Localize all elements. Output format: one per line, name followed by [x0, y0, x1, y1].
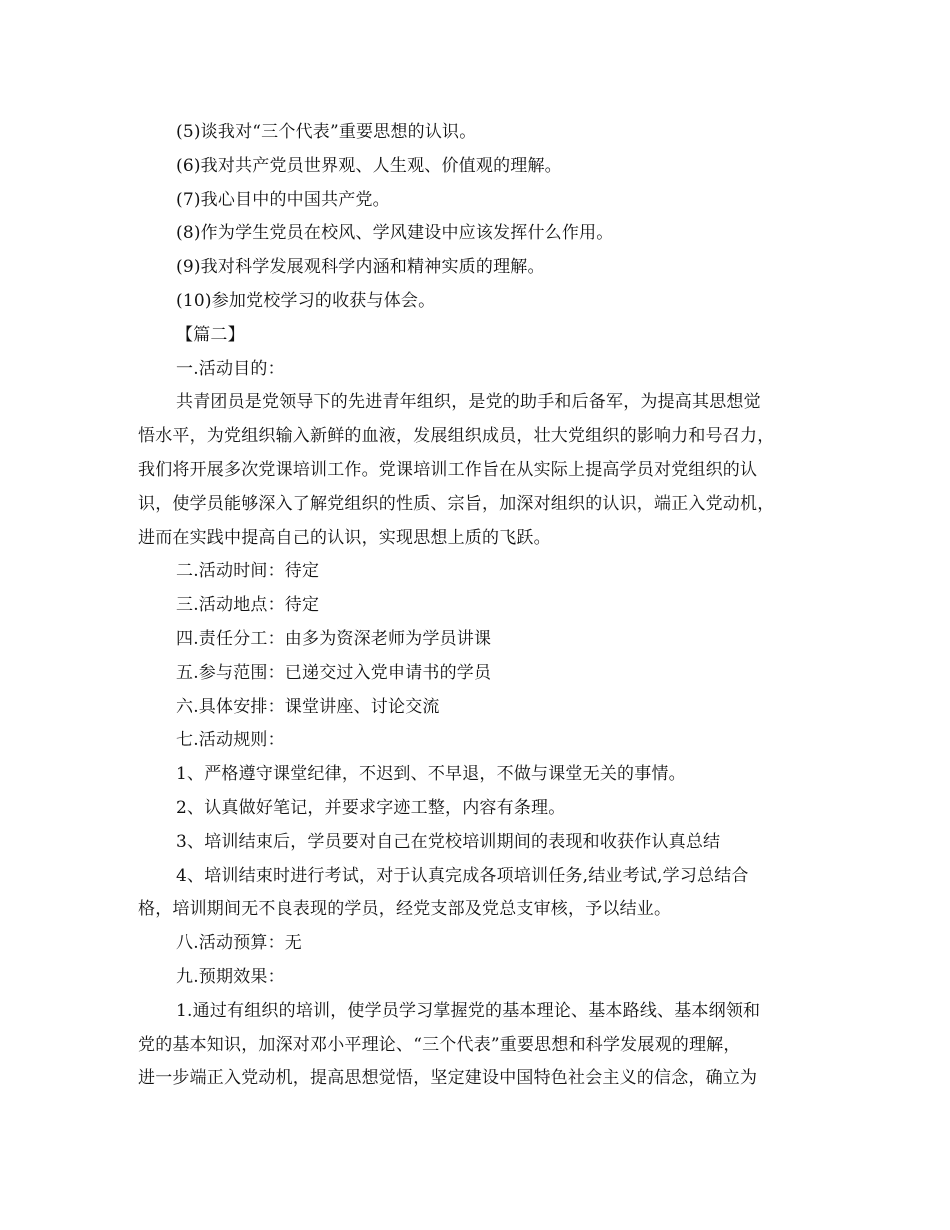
- list-item: 1、严格遵守课堂纪律，不迟到、不早退，不做与课堂无关的事情。: [176, 764, 686, 785]
- paragraph-line: 识，使学员能够深入了解党组织的性质、宗旨，加深对组织的认识，端正入党动机，: [138, 493, 775, 514]
- text-line: (9)我对科学发展观科学内涵和精神实质的理解。: [176, 257, 545, 278]
- section-heading: 一.活动目的：: [176, 358, 285, 379]
- section-heading: 七.活动规则：: [176, 730, 285, 751]
- text-line: (7)我心目中的中国共产党。: [176, 189, 390, 210]
- paragraph-line: 悟水平，为党组织输入新鲜的血液，发展组织成员，壮大党组织的影响力和号召力，: [138, 426, 775, 447]
- section-heading: 五.参与范围：已递交过入党申请书的学员: [176, 662, 492, 683]
- list-item-continuation: 格，培训期间无不良表现的学员，经党支部及党总支审核，予以结业。: [138, 899, 672, 920]
- paragraph-line: 共青团员是党领导下的先进青年组织，是党的助手和后备军，为提高其思想觉: [176, 392, 761, 413]
- paragraph-line: 1.通过有组织的培训，使学员学习掌握党的基本理论、基本路线、基本纲领和: [176, 1000, 761, 1021]
- section-heading: 【篇二】: [176, 324, 245, 345]
- text-line: (5)谈我对“三个代表”重要思想的认识。: [176, 122, 477, 142]
- paragraph-line: 进一步端正入党动机，提高思想觉悟，坚定建设中国特色社会主义的信念，确立为: [138, 1068, 758, 1089]
- text-line: (6)我对共产党员世界观、人生观、价值观的理解。: [176, 155, 562, 176]
- section-heading: 三.活动地点：待定: [176, 595, 320, 616]
- paragraph-line: 我们将开展多次党课培训工作。党课培训工作旨在从实际上提高学员对党组织的认: [138, 459, 758, 480]
- section-heading: 四.责任分工：由多为资深老师为学员讲课: [176, 628, 492, 649]
- list-item: 3、培训结束后，学员要对自己在党校培训期间的表现和收获作认真总结: [176, 831, 721, 852]
- text-line: (10)参加党校学习的收获与体会。: [176, 290, 436, 311]
- paragraph-line: 党的基本知识，加深对邓小平理论、“三个代表”重要思想和科学发展观的理解，: [138, 1034, 741, 1055]
- section-heading: 九.预期效果：: [176, 966, 285, 987]
- section-heading: 六.具体安排：课堂讲座、讨论交流: [176, 696, 440, 717]
- list-item: 2、认真做好笔记，并要求字迹工整，内容有条理。: [176, 797, 566, 818]
- list-item: 4、培训结束时进行考试，对于认真完成各项培训任务,结业考试,学习总结合: [176, 865, 749, 886]
- document-body: [138, 116, 818, 1096]
- text-line: (8)作为学生党员在校风、学风建设中应该发挥什么作用。: [176, 223, 614, 244]
- paragraph-line: 进而在实践中提高自己的认识，实现思想上质的飞跃。: [138, 527, 551, 548]
- section-heading: 二.活动时间：待定: [176, 561, 320, 582]
- section-heading: 八.活动预算：无: [176, 933, 303, 954]
